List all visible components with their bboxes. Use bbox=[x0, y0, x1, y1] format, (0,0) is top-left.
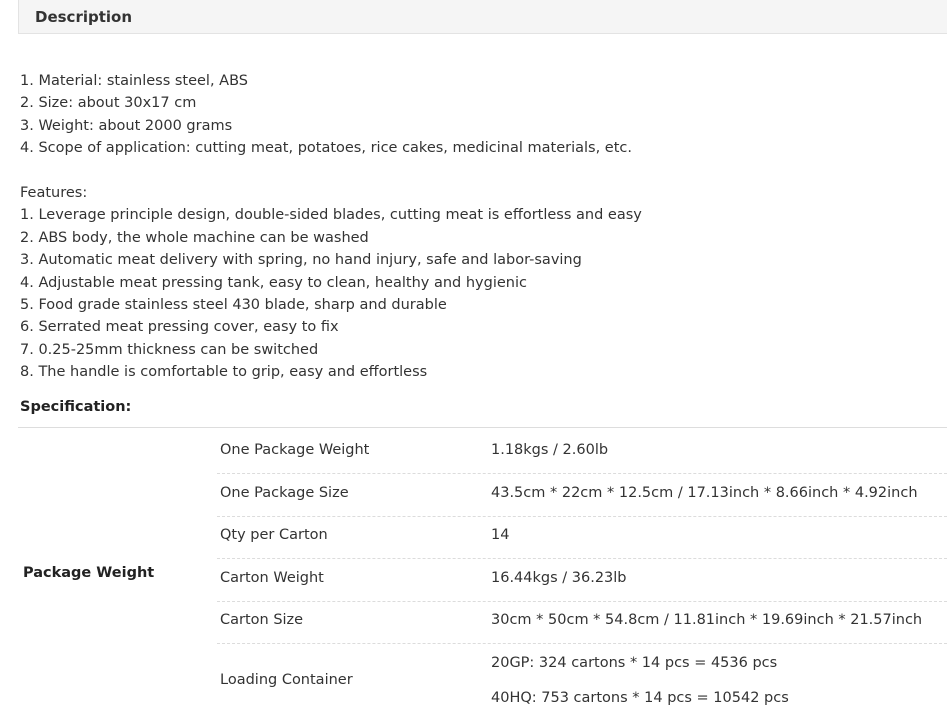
specification-title: Specification: bbox=[20, 399, 132, 415]
spec-key: One Package Size bbox=[220, 485, 349, 501]
spec-row-carton-weight bbox=[217, 559, 947, 602]
spec-row-loading-container bbox=[217, 644, 947, 717]
feature-line: 1. Leverage principle design, double-sided blades, cutting meat is effortless and easy bbox=[20, 207, 642, 224]
description-title: Description bbox=[35, 8, 133, 26]
description-line: 1. Material: stainless steel, ABS bbox=[20, 73, 248, 89]
spec-key: Qty per Carton bbox=[220, 527, 328, 543]
spec-value: 30cm * 50cm * 54.8cm / 11.81inch * 19.69inch * 21.57inch bbox=[491, 612, 923, 628]
description-line: 2. Size: about 30x17 cm bbox=[20, 95, 197, 112]
spec-value-20gp: 20GP: 324 cartons * 14 pcs = 4536 pcs bbox=[491, 655, 778, 671]
spec-row-carton-size bbox=[217, 602, 947, 644]
spec-key: Carton Weight bbox=[220, 570, 324, 586]
spec-value: 14 bbox=[491, 527, 510, 543]
spec-key: Carton Size bbox=[220, 612, 304, 628]
description-line: 4. Scope of application: cutting meat, potatoes, rice cakes, medicinal materials, etc. bbox=[20, 140, 632, 157]
spec-value: 43.5cm * 22cm * 12.5cm / 17.13inch * 8.66inch * 4.92inch bbox=[491, 485, 918, 501]
spec-row-one-package-size bbox=[217, 474, 947, 517]
paragraph-gap bbox=[20, 160, 940, 182]
spec-key: Loading Container bbox=[220, 672, 353, 688]
feature-line: 5. Food grade stainless steel 430 blade, sharp and durable bbox=[20, 296, 447, 313]
description-header bbox=[18, 0, 947, 34]
spec-value: 1.18kgs / 2.60lb bbox=[491, 442, 609, 458]
spec-row-one-package-weight bbox=[217, 428, 947, 474]
feature-line: 2. ABS body, the whole machine can be washed bbox=[20, 229, 369, 246]
feature-line: 8. The handle is comfortable to grip, easy and effortless bbox=[20, 364, 428, 381]
description-line: 3. Weight: about 2000 grams bbox=[20, 117, 233, 134]
spec-value: 16.44kgs / 36.23lb bbox=[491, 570, 627, 586]
feature-line: 4. Adjustable meat pressing tank, easy to clean, healthy and hygienic bbox=[20, 274, 527, 291]
feature-line: 6. Serrated meat pressing cover, easy to fix bbox=[20, 319, 339, 336]
package-weight-label: Package Weight bbox=[23, 565, 155, 581]
description-body bbox=[20, 70, 940, 383]
spec-key: One Package Weight bbox=[220, 442, 370, 458]
feature-line: 7. 0.25-25mm thickness can be switched bbox=[20, 341, 319, 358]
spec-value-40hq: 40HQ: 753 cartons * 14 pcs = 10542 pcs bbox=[491, 690, 789, 706]
spec-row-qty-per-carton bbox=[217, 517, 947, 559]
features-title: Features: bbox=[20, 184, 88, 201]
feature-line: 3. Automatic meat delivery with spring, no hand injury, safe and labor-saving bbox=[20, 252, 582, 269]
